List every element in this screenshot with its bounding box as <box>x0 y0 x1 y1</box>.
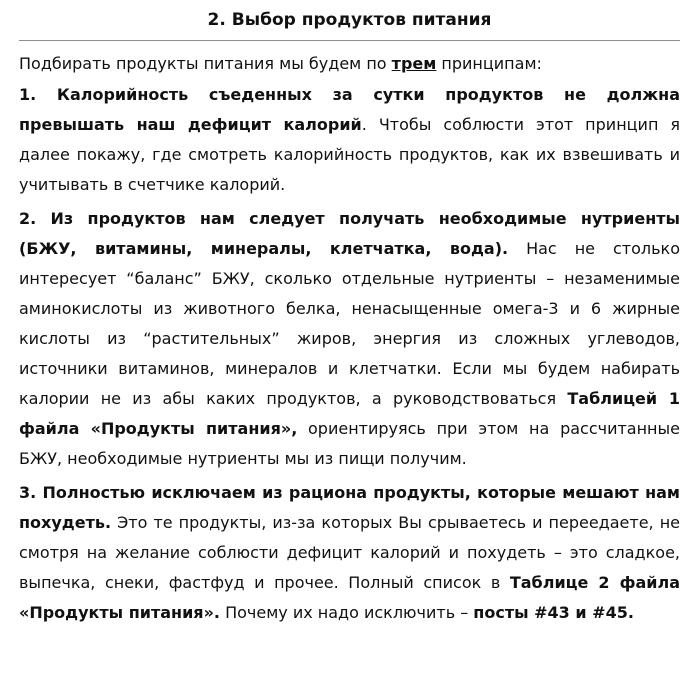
principle-1-text: . Чтобы соблюсти этот принцип я далее покажу, где смотреть калорийность продуктов, как их взвешивать и учитывать в счетчике калорий. <box>19 115 680 194</box>
principle-3-text-1: Это те продукты, из-за которых Вы срываетесь и переедаете, не смотря на желание соблюсти дефицит калорий и похудеть – это сладкое, выпечка, снеки, фастфуд и прочее. Полный список в <box>19 513 680 592</box>
principle-3-text-2: Почему их надо исключить – <box>219 603 474 622</box>
principle-2 <box>19 204 680 474</box>
principle-3-lead: 3. Полностью исключаем из рациона продукты, которые мешают нам похудеть. <box>19 483 680 532</box>
intro-text-before: Подбирать продукты питания мы будем по <box>19 54 392 73</box>
principle-3-table-reference: Таблице 2 файла «Продукты питания». <box>19 573 680 622</box>
principle-3 <box>19 478 680 628</box>
principle-2-text-2: ориентируясь при этом на рассчитанные БЖУ, необходимые нутриенты мы из пищи получим. <box>19 419 680 468</box>
page-title: 2. Выбор продуктов питания <box>207 10 492 30</box>
principle-3-posts-reference: посты #43 и #45. <box>473 603 634 622</box>
intro-text-after: принципам: <box>436 54 542 73</box>
principle-2-table-reference: Таблицей 1 файла «Продукты питания», <box>19 389 680 438</box>
intro-paragraph <box>19 49 680 79</box>
principle-2-text-1: Нас не столько интересует “баланс” БЖУ, сколько отдельные нутриенты – незаменимые аминокислоты из животного белка, ненасыщенные омега-3 и 6 жирные кислоты из “растительных” жиров, энергия из сложных углеводов, источники витаминов, минералов и клетчатки. Если мы будем набирать калории не из абы каких продуктов, а руководствоваться <box>19 239 681 408</box>
intro-emphasis: трем <box>391 54 437 73</box>
principle-1-lead: 1. Калорийность съеденных за сутки продуктов не должна превышать наш дефицит калорий <box>19 85 680 134</box>
title-divider <box>19 40 680 41</box>
principle-1 <box>19 80 680 200</box>
principle-2-lead: 2. Из продуктов нам следует получать необходимые нутриенты (БЖУ, витамины, минералы, клетчатка, вода). <box>19 209 680 258</box>
